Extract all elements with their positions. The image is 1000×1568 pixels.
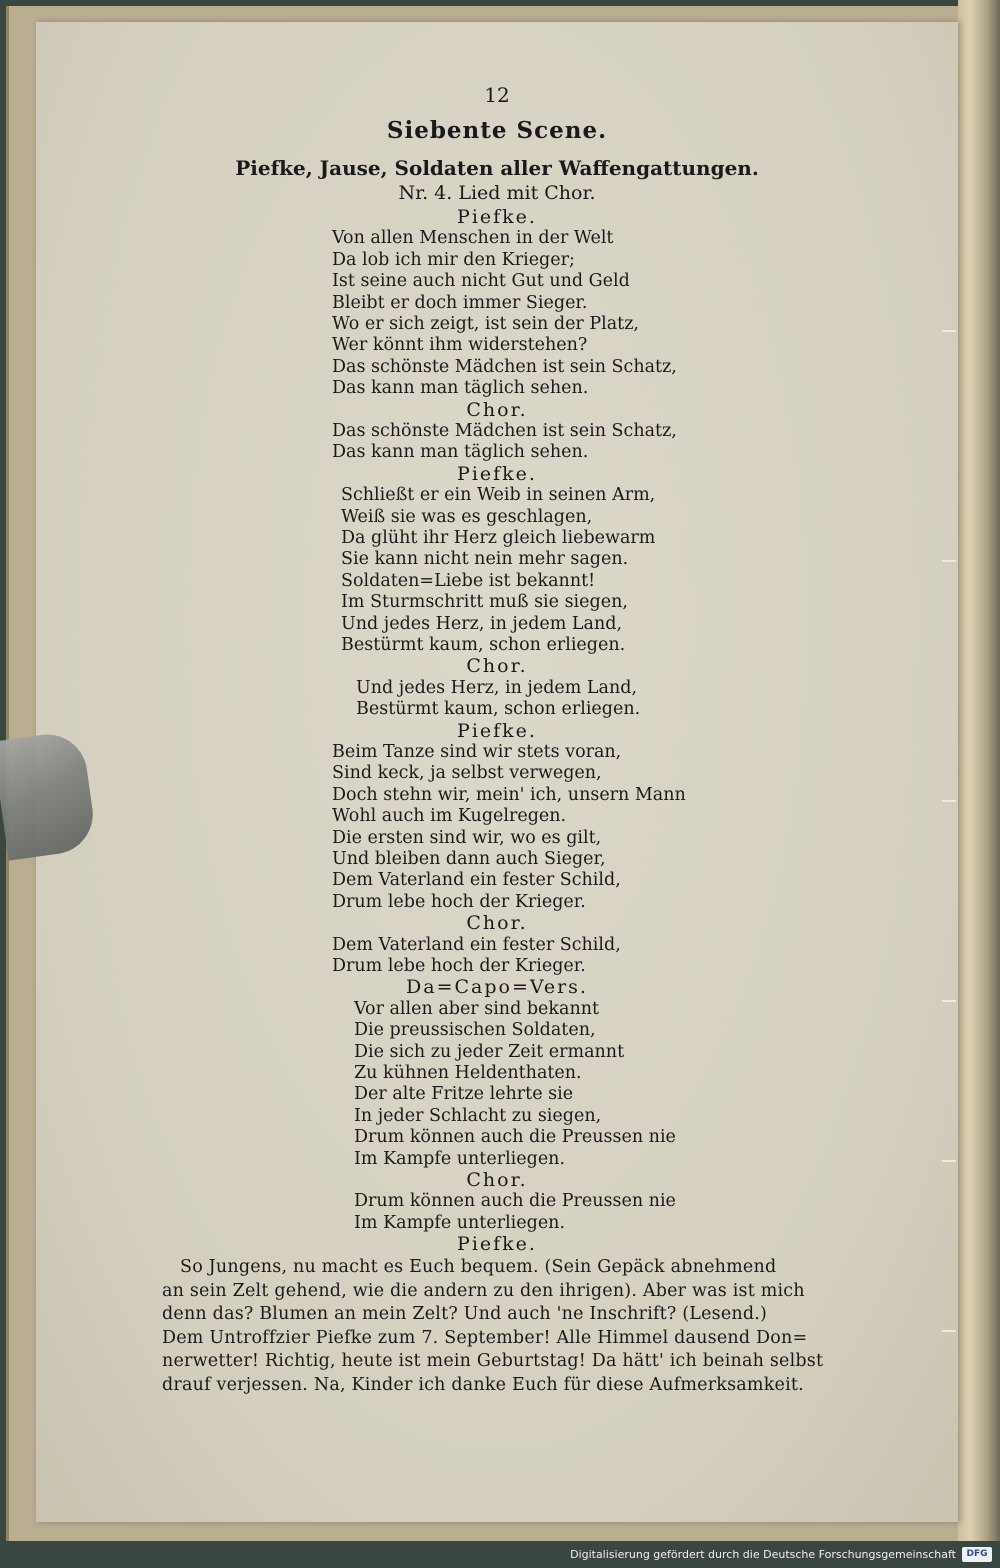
verse-line: Weiß sie was es geschlagen,	[341, 506, 593, 527]
prose-line: an sein Zelt gehend, wie die andern zu den ihrigen). Aber was ist mich	[162, 1280, 805, 1301]
page-text	[36, 22, 958, 1522]
verse-line: Beim Tanze sind wir stets voran,	[332, 742, 622, 762]
binding-stitch	[942, 1000, 956, 1002]
scene-title: Siebente Scene.	[386, 117, 608, 144]
speaker-label: Da=Capo=Vers.	[406, 976, 588, 999]
verse-line: Das schönste Mädchen ist sein Schatz,	[332, 356, 677, 377]
speaker-label: Chor.	[466, 912, 528, 935]
verse-line: Dem Vaterland ein fester Schild,	[332, 870, 621, 891]
verse-line: Da glüht ihr Herz gleich liebewarm	[341, 528, 656, 548]
prose-line: drauf verjessen. Na, Kinder ich danke Euch für diese Aufmerksamkeit.	[162, 1374, 804, 1395]
verse-line: Bestürmt kaum, schon erliegen.	[341, 635, 626, 655]
speaker-label: Piefke.	[457, 462, 537, 485]
speaker-label: Piefke.	[457, 719, 537, 742]
verse-line: In jeder Schlacht zu siegen,	[354, 1105, 602, 1126]
binding-stitch	[942, 1330, 956, 1332]
speaker-label: Piefke.	[457, 206, 537, 228]
binding-stitch	[942, 1160, 956, 1162]
verse-line: Wer könnt ihm widerstehen?	[332, 335, 588, 356]
footer-bar	[0, 1541, 1000, 1568]
verse-line: Bleibt er doch immer Sieger.	[332, 292, 588, 313]
verse-line: Und jedes Herz, in jedem Land,	[356, 677, 638, 698]
cast-list: Piefke, Jause, Soldaten aller Waffengattungen.	[235, 156, 759, 180]
verse-line: Ist seine auch nicht Gut und Geld	[332, 271, 630, 292]
verse-line: Doch stehn wir, mein' ich, unsern Mann	[332, 784, 686, 805]
page-number: 12	[484, 83, 510, 107]
speaker-label: Chor.	[466, 398, 528, 421]
verse-line: Wohl auch im Kugelregen.	[332, 806, 567, 827]
dfg-logo: DFG	[962, 1547, 992, 1562]
verse-line: Die preussischen Soldaten,	[354, 1020, 596, 1041]
verse-line: Das schönste Mädchen ist sein Schatz,	[332, 421, 677, 441]
prose-line: denn das? Blumen an mein Zelt? Und auch 'ne Inschrift? (Lesend.)	[162, 1304, 768, 1325]
verse-line: Die sich zu jeder Zeit ermannt	[354, 1041, 625, 1062]
verse-line: Zu kühnen Heldenthaten.	[354, 1063, 582, 1083]
verse-line: Drum können auch die Preussen nie	[354, 1127, 676, 1148]
verse-line: Drum lebe hoch der Krieger.	[332, 956, 586, 976]
prose-line: So Jungens, nu macht es Euch bequem. (Sein Gepäck abnehmend	[180, 1257, 777, 1278]
footer-credit: Digitalisierung gefördert durch die Deutsche Forschungsgemeinschaft	[570, 1548, 956, 1561]
binding-stitch	[942, 560, 956, 562]
verse-line: Im Kampfe unterliegen.	[354, 1212, 566, 1233]
verse-line: Vor allen aber sind bekannt	[354, 998, 600, 1019]
verse-line: Drum können auch die Preussen nie	[354, 1191, 676, 1212]
verse-line: Drum lebe hoch der Krieger.	[332, 891, 586, 912]
speaker-label: Chor.	[466, 1169, 528, 1191]
verse-line: Sie kann nicht nein mehr sagen.	[341, 549, 629, 570]
prose-line: nerwetter! Richtig, heute ist mein Geburtstag! Da hätt' ich beinah selbst	[162, 1351, 824, 1372]
verse-line: Da lob ich mir den Krieger;	[332, 249, 575, 270]
speaker-label: Chor.	[466, 655, 528, 678]
song-heading: Nr. 4. Lied mit Chor.	[398, 182, 596, 204]
verse-line: Bestürmt kaum, schon erliegen.	[356, 699, 641, 720]
book-page	[36, 22, 958, 1522]
verse-line: Soldaten=Liebe ist bekannt!	[341, 570, 596, 591]
verse-line: Dem Vaterland ein fester Schild,	[332, 934, 621, 955]
verse-line: Im Sturmschritt muß sie siegen,	[341, 592, 628, 613]
book-spine	[958, 0, 1000, 1541]
verse-line: Der alte Fritze lehrte sie	[354, 1084, 574, 1105]
verse-line: Das kann man täglich sehen.	[332, 378, 589, 399]
verse-line: Sind keck, ja selbst verwegen,	[332, 763, 602, 784]
verse-line: Das kann man täglich sehen.	[332, 442, 589, 463]
verse-line: Von allen Menschen in der Welt	[332, 228, 614, 249]
verse-line: Und bleiben dann auch Sieger,	[332, 849, 606, 869]
verse-line: Wo er sich zeigt, ist sein der Platz,	[332, 314, 639, 334]
verse-line: Schließt er ein Weib in seinen Arm,	[341, 485, 656, 506]
verse-line: Und jedes Herz, in jedem Land,	[341, 613, 623, 634]
speaker-label: Piefke.	[457, 1233, 537, 1256]
binding-stitch	[942, 330, 956, 332]
verse-line: Die ersten sind wir, wo es gilt,	[332, 827, 602, 848]
binding-stitch	[942, 800, 956, 802]
prose-line: Dem Untroffzier Piefke zum 7. September! Alle Himmel dausend Don=	[162, 1327, 808, 1348]
verse-line: Im Kampfe unterliegen.	[354, 1148, 566, 1169]
